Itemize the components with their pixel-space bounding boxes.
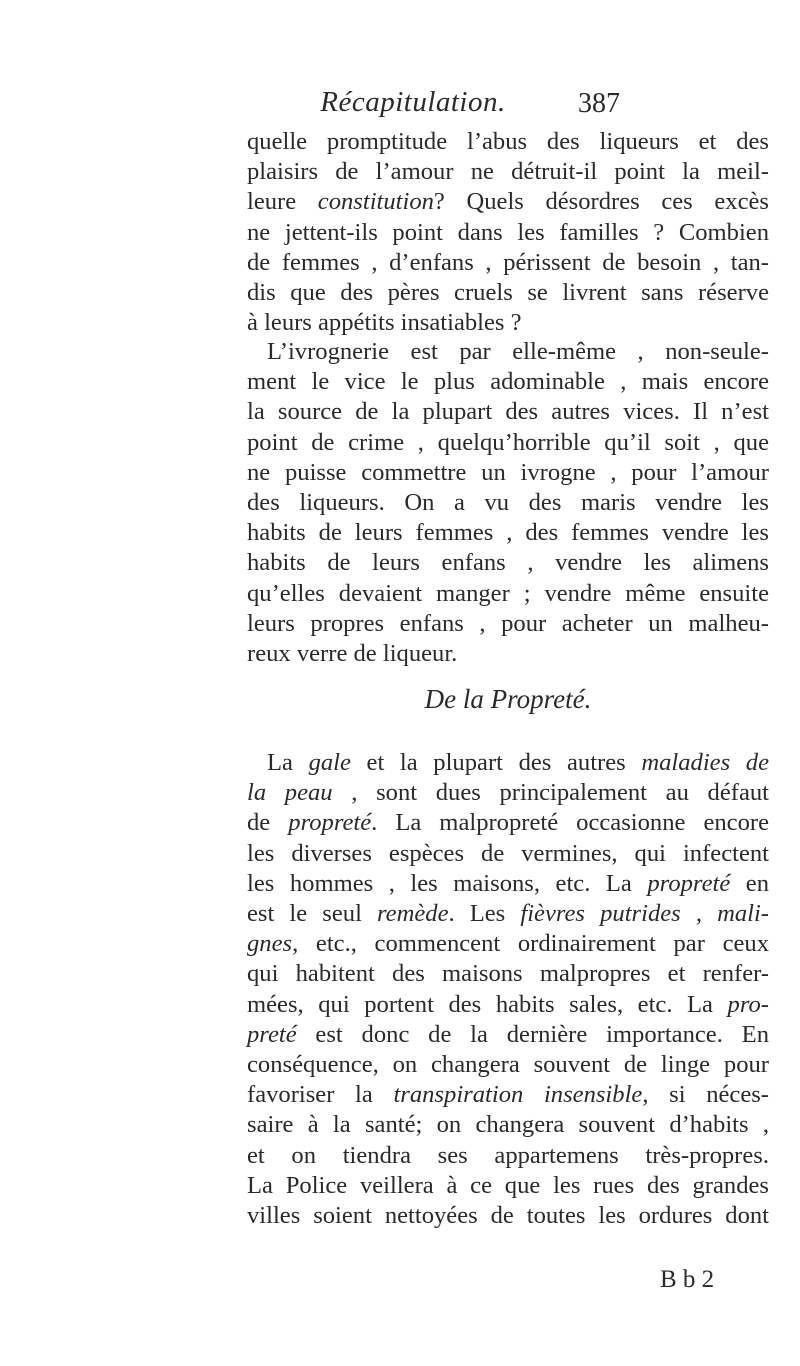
text-segment: mées, qui portent des habits sales, etc. La [247, 990, 728, 1018]
text-segment: reux verre de liqueur. [247, 640, 458, 668]
text-segment: L’ivrognerie est par elle-même , non-seule- [267, 338, 769, 365]
text-segment: . Les [448, 900, 521, 928]
text-segment: La Police veillera à ce que les rues des grandes [247, 1171, 769, 1199]
text-line [247, 397, 769, 427]
text-segment: , si néces- [642, 1081, 770, 1109]
text-segment: et on tiendra ses appartemens très-propres. [247, 1141, 769, 1169]
text-segment: et la plupart des autres [350, 749, 642, 776]
text-segment: qui habitent des maisons malpropres et renfer- [247, 960, 769, 988]
text-segment: La [267, 749, 309, 776]
italic-term: gnes [247, 930, 293, 958]
text-segment: qu’elles devaient manger ; vendre même ensuite [247, 579, 769, 607]
italic-term: remède [377, 900, 449, 928]
paragraph-1 [247, 127, 769, 338]
text-line [247, 488, 769, 518]
text-line [247, 959, 769, 989]
text-line [247, 1050, 769, 1080]
text-segment: leure [247, 188, 318, 216]
text-segment: quelle promptitude l’abus des liqueurs et des [247, 128, 769, 155]
text-line [247, 808, 769, 838]
text-segment: ? Quels désordres ces excès [433, 188, 769, 216]
text-line [247, 187, 769, 217]
italic-term: constitution [317, 188, 434, 216]
text-line [247, 579, 769, 609]
text-line [247, 458, 769, 488]
text-line [247, 337, 769, 367]
text-line [247, 367, 769, 397]
text-segment: ment le vice le plus adominable , mais encore [247, 368, 769, 396]
text-segment: , sont dues principalement au défaut [332, 779, 769, 807]
text-line [247, 778, 769, 808]
text-line [247, 218, 769, 248]
signature-mark: B b 2 [660, 1266, 715, 1293]
text-segment: favoriser la [247, 1081, 394, 1109]
text-line [247, 1110, 769, 1140]
page-header [248, 86, 620, 126]
text-segment: , etc., commencent ordinairement par ceux [292, 930, 769, 958]
text-line [247, 308, 769, 338]
text-line [247, 1020, 769, 1050]
text-segment: de femmes , d’enfans , périssent de besoin , tan- [247, 248, 769, 276]
text-segment: dis que des pères cruels se livrent sans réserve [247, 279, 769, 307]
italic-term: maladies de [641, 749, 770, 776]
text-line [247, 428, 769, 458]
text-line [247, 548, 769, 578]
text-line [247, 278, 769, 308]
text-segment: . La malpropreté occasionne encore [371, 809, 769, 837]
text-line [247, 1201, 769, 1231]
italic-term: pro- [727, 990, 769, 1018]
text-line [247, 839, 769, 869]
text-line [247, 609, 769, 639]
text-segment: des liqueurs. On a vu des maris vendre les [247, 489, 769, 517]
italic-term: fièvres putrides , mali- [520, 900, 769, 928]
italic-term: propreté [647, 869, 731, 897]
italic-term: propreté [288, 809, 372, 837]
text-line [247, 990, 769, 1020]
text-segment: plaisirs de l’amour ne détruit-il point la meil- [247, 158, 769, 186]
paragraph-3 [247, 748, 769, 1231]
text-segment: villes soient nettoyées de toutes les ordures dont [247, 1202, 769, 1230]
text-line [247, 248, 769, 278]
text-segment: habits de leurs enfans , vendre les alimens [247, 549, 769, 577]
text-segment: à leurs appétits insatiables ? [247, 309, 522, 337]
text-line [247, 869, 769, 899]
italic-term: transpiration insensible [393, 1081, 643, 1109]
text-line [247, 1080, 769, 1110]
text-segment: ne puisse commettre un ivrogne , pour l’amour [247, 458, 769, 486]
text-segment: est le seul [247, 900, 378, 928]
italic-term: la peau [247, 779, 333, 807]
text-segment: conséquence, on changera souvent de linge pour [247, 1051, 769, 1079]
text-segment: les hommes , les maisons, etc. La [247, 869, 648, 897]
text-segment: habits de leurs femmes , des femmes vendre les [247, 519, 769, 547]
text-line [247, 157, 769, 187]
text-line [247, 518, 769, 548]
text-segment: saire à la santé; on changera souvent d’habits , [247, 1111, 769, 1139]
italic-term: preté [247, 1020, 297, 1048]
text-segment: de [247, 809, 289, 837]
text-line [247, 899, 769, 929]
text-line [247, 1141, 769, 1171]
text-line [247, 639, 769, 669]
text-segment: leurs propres enfans , pour acheter un malheu- [247, 609, 769, 637]
running-title: Récapitulation. [320, 86, 506, 118]
italic-term: gale [308, 749, 351, 776]
text-line [247, 127, 769, 157]
section-heading: De la Propreté. [424, 684, 592, 714]
text-segment: point de crime , quelqu’horrible qu’il soit , que [247, 428, 769, 456]
page-number: 387 [578, 88, 620, 119]
text-segment: la source de la plupart des autres vices. Il n’est [247, 398, 769, 426]
text-line [247, 748, 769, 778]
text-segment: en [730, 869, 769, 897]
text-segment: est donc de la dernière importance. En [296, 1020, 769, 1048]
text-line [247, 1171, 769, 1201]
text-segment: ne jettent-ils point dans les familles ? Combien [247, 218, 769, 246]
text-line [247, 929, 769, 959]
paragraph-2 [247, 337, 769, 669]
text-segment: les diverses espèces de vermines, qui infectent [247, 839, 769, 867]
